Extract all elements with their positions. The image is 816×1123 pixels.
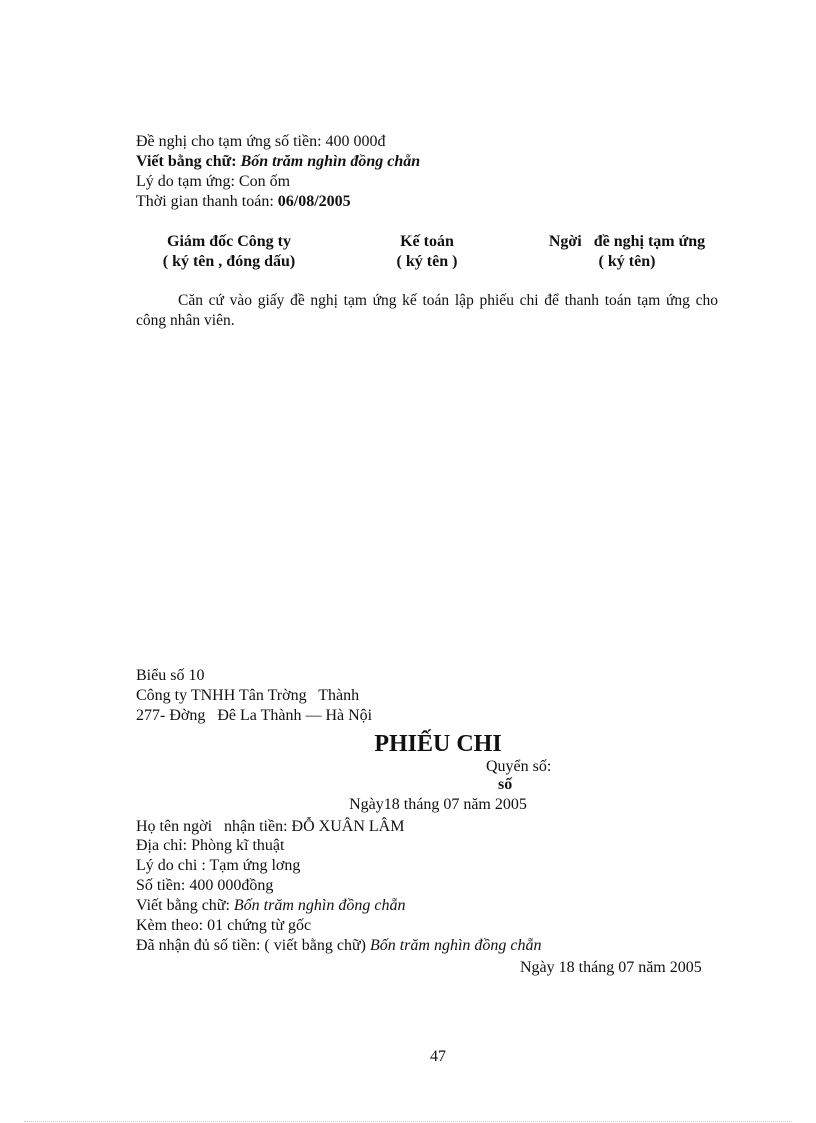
form-number: Biểu số 10	[136, 667, 205, 684]
advance-words-label: Viết bằng chữ:	[136, 153, 237, 170]
received-label: Đã nhận đủ số tiền: ( viết bằng chữ)	[136, 937, 366, 954]
voucher-words-value: Bốn trăm nghìn đồng chẵn	[233, 897, 406, 914]
company-name: Công ty TNHH Tân Trờng Thành	[136, 687, 360, 704]
advance-reason-value: Con ốm	[238, 173, 291, 190]
recipient-value: ĐỖ XUÂN LÂM	[291, 818, 405, 835]
recipient-address: Địa chỉ: Phòng kĩ thuật	[136, 837, 285, 854]
signature-accountant-title: Kế toán	[400, 233, 454, 250]
signature-requester	[530, 232, 724, 272]
advance-time-value: 06/08/2005	[277, 193, 351, 210]
book-number-label: Quyển số:	[486, 758, 552, 775]
voucher-date-line: Ngày18 tháng 07 năm 2005	[349, 796, 527, 813]
body-paragraph: Căn cứ vào giấy đề nghị tạm ứng kế toán lập phiếu chi để thanh toán tạm ứng cho công nhân viên.	[136, 292, 718, 329]
voucher-words-line	[136, 896, 405, 916]
signature-director-note: ( ký tên , đóng dấu)	[162, 253, 296, 270]
payment-amount: Số tiền: 400 000đồng	[136, 877, 274, 894]
advance-time-line	[136, 192, 351, 212]
advance-reason-label: Lý do tạm ứng:	[136, 173, 235, 190]
advance-words-value: Bốn trăm nghìn đồng chẵn	[240, 153, 421, 170]
payment-reason: Lý do chi : Tạm ứng lơng	[136, 857, 301, 874]
footer-divider	[24, 1121, 792, 1122]
signature-director-title: Giám đốc Công ty	[167, 233, 291, 250]
signature-accountant-note: ( ký tên )	[396, 253, 458, 270]
attached-documents: Kèm theo: 01 chứng từ gốc	[136, 917, 312, 934]
signature-director	[144, 232, 314, 272]
voucher-number-label: số	[498, 776, 513, 793]
voucher-title: PHIẾU CHI	[374, 731, 502, 757]
advance-amount-line	[136, 132, 386, 152]
signature-requester-note: ( ký tên)	[598, 253, 656, 270]
recipient-line	[136, 817, 404, 837]
signature-accountant	[372, 232, 482, 272]
advance-amount-label: Đề nghị cho tạm ứng số tiền:	[136, 133, 322, 150]
received-value: Bốn trăm nghìn đồng chẵn	[369, 937, 542, 954]
received-line	[136, 936, 542, 956]
company-address: 277- Đờng Đê La Thành — Hà Nội	[136, 707, 373, 724]
advance-words-line	[136, 152, 420, 172]
advance-reason-line	[136, 172, 290, 192]
advance-time-label: Thời gian thanh toán:	[136, 193, 274, 210]
voucher-words-label: Viết bằng chữ:	[136, 897, 230, 914]
recipient-label: Họ tên ngời nhận tiền:	[136, 818, 288, 835]
signature-requester-title: Ngời đề nghị tạm ứng	[548, 233, 706, 250]
advance-amount-value: 400 000đ	[325, 133, 386, 150]
page-number: 47	[430, 1048, 446, 1065]
signing-date: Ngày 18 tháng 07 năm 2005	[520, 959, 702, 976]
